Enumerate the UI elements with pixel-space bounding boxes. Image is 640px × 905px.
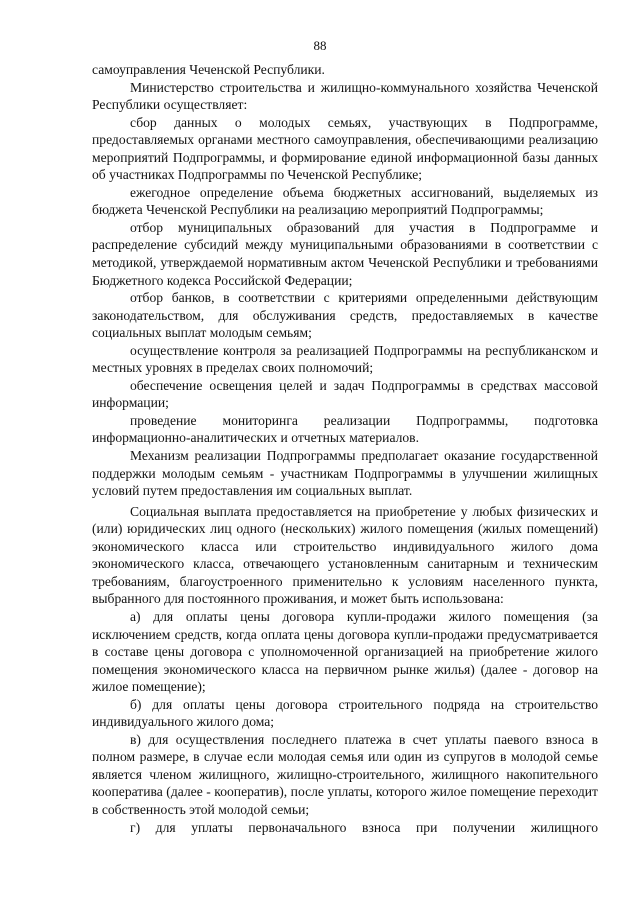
- body-text: [92, 61, 598, 836]
- page-number: 88: [313, 38, 327, 53]
- paragraph: сбор данных о молодых семьях, участвующих в Подпрограмме, предоставляемых органами местного самоуправления, обеспечивающими реализацию мероприятий Подпрограммы, и формирование единой информационной базы данных об участниках Подпрограммы по Чеченской Республике;: [92, 114, 598, 183]
- paragraph: Министерство строительства и жилищно-коммунального хозяйства Чеченской Республики осуществляет:: [92, 79, 598, 113]
- list-item: б) для оплаты цены договора строительного подряда на строительство индивидуального жилого дома;: [92, 696, 598, 730]
- paragraph: Механизм реализации Подпрограммы предполагает оказание государственной поддержки молодым семьям - участникам Подпрограммы в улучшении жилищных условий путем предоставления им социальных выплат.: [92, 448, 598, 499]
- paragraph: самоуправления Чеченской Республики.: [92, 62, 325, 77]
- paragraph: осуществление контроля за реализацией Подпрограммы на республиканском и местных уровнях в пределах своих полномочий;: [92, 342, 598, 376]
- paragraph: обеспечение освещения целей и задач Подпрограммы в средствах массовой информации;: [92, 377, 598, 411]
- list-item: г) для уплаты первоначального взноса при получении жилищного: [130, 819, 598, 835]
- paragraph: проведение мониторинга реализации Подпрограммы, подготовка информационно-аналитических и отчетных материалов.: [92, 412, 598, 446]
- paragraph: отбор банков, в соответствии с критериями определенными действующим законодательством, для обслуживания средств, предоставляемых в качестве социальных выплат молодым семьям;: [92, 290, 598, 341]
- paragraph: отбор муниципальных образований для участия в Подпрограмме и распределение субсидий между муниципальными образованиями в соответствии с методикой, утверждаемой нормативным актом Чеченской Республики и требованиями Бюджетного кодекса Российской Федерации;: [92, 219, 598, 288]
- paragraph: ежегодное определение объема бюджетных ассигнований, выделяемых из бюджета Чеченской Республики на реализацию мероприятий Подпрограммы;: [92, 184, 598, 218]
- list-item: в) для осуществления последнего платежа в счет уплаты паевого взноса в полном размере, в случае если молодая семья или один из супругов в молодой семье является членом жилищного, жилищно-строительного, жилищного накопительного кооператива (далее - кооператив), после уплаты, которого жилое помещение переходит в собственность этой молодой семьи;: [92, 731, 598, 817]
- list-item: а) для оплаты цены договора купли-продажи жилого помещения (за исключением средств, когда оплата цены договора купли-продажи предусматривается в составе цены договора с уполномоченной организацией на приобретение жилого помещения экономического класса на первичном рынке жилья) (далее - договор на жилое помещение);: [92, 608, 598, 695]
- paragraph: Социальная выплата предоставляется на приобретение у любых физических и (или) юридических лиц одного (нескольких) жилого помещения (жилых помещений) экономического класса или строительство индивидуального жилого дома экономического класса, отвечающего установленным санитарным и техническим требованиям, благоустроенного применительно к условиям населенного пункта, выбранного для постоянного проживания, и может быть использована:: [92, 503, 598, 607]
